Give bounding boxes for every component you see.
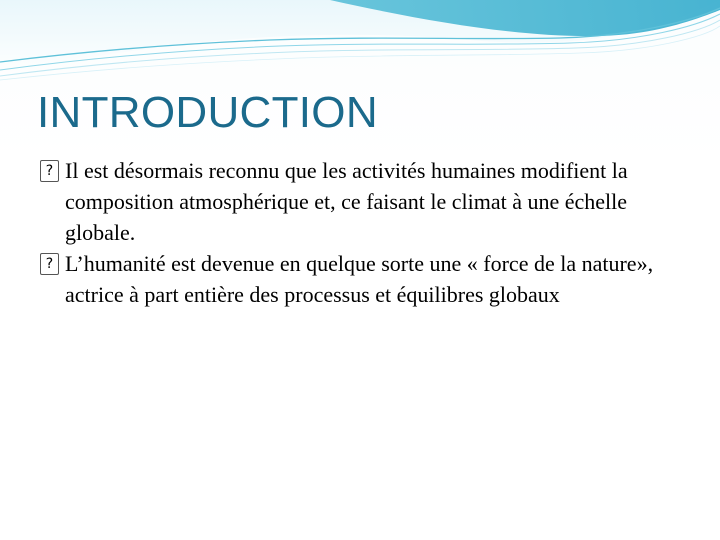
bullet-glyph-icon: ?	[40, 160, 59, 182]
decorative-wave-header	[0, 0, 720, 90]
slide-title: INTRODUCTION	[37, 88, 378, 137]
bullet-list	[40, 155, 690, 310]
bullet-text: L’humanité est devenue en quelque sorte une « force de la nature», actrice à part entière des processus et équilibres globaux	[65, 251, 654, 307]
bullet-text: Il est désormais reconnu que les activités humaines modifient la composition atmosphérique et, ce faisant le climat à une échelle globale.	[65, 158, 628, 245]
bullet-glyph-icon: ?	[40, 253, 59, 275]
bullet-item	[40, 155, 690, 248]
bullet-item	[40, 248, 690, 310]
